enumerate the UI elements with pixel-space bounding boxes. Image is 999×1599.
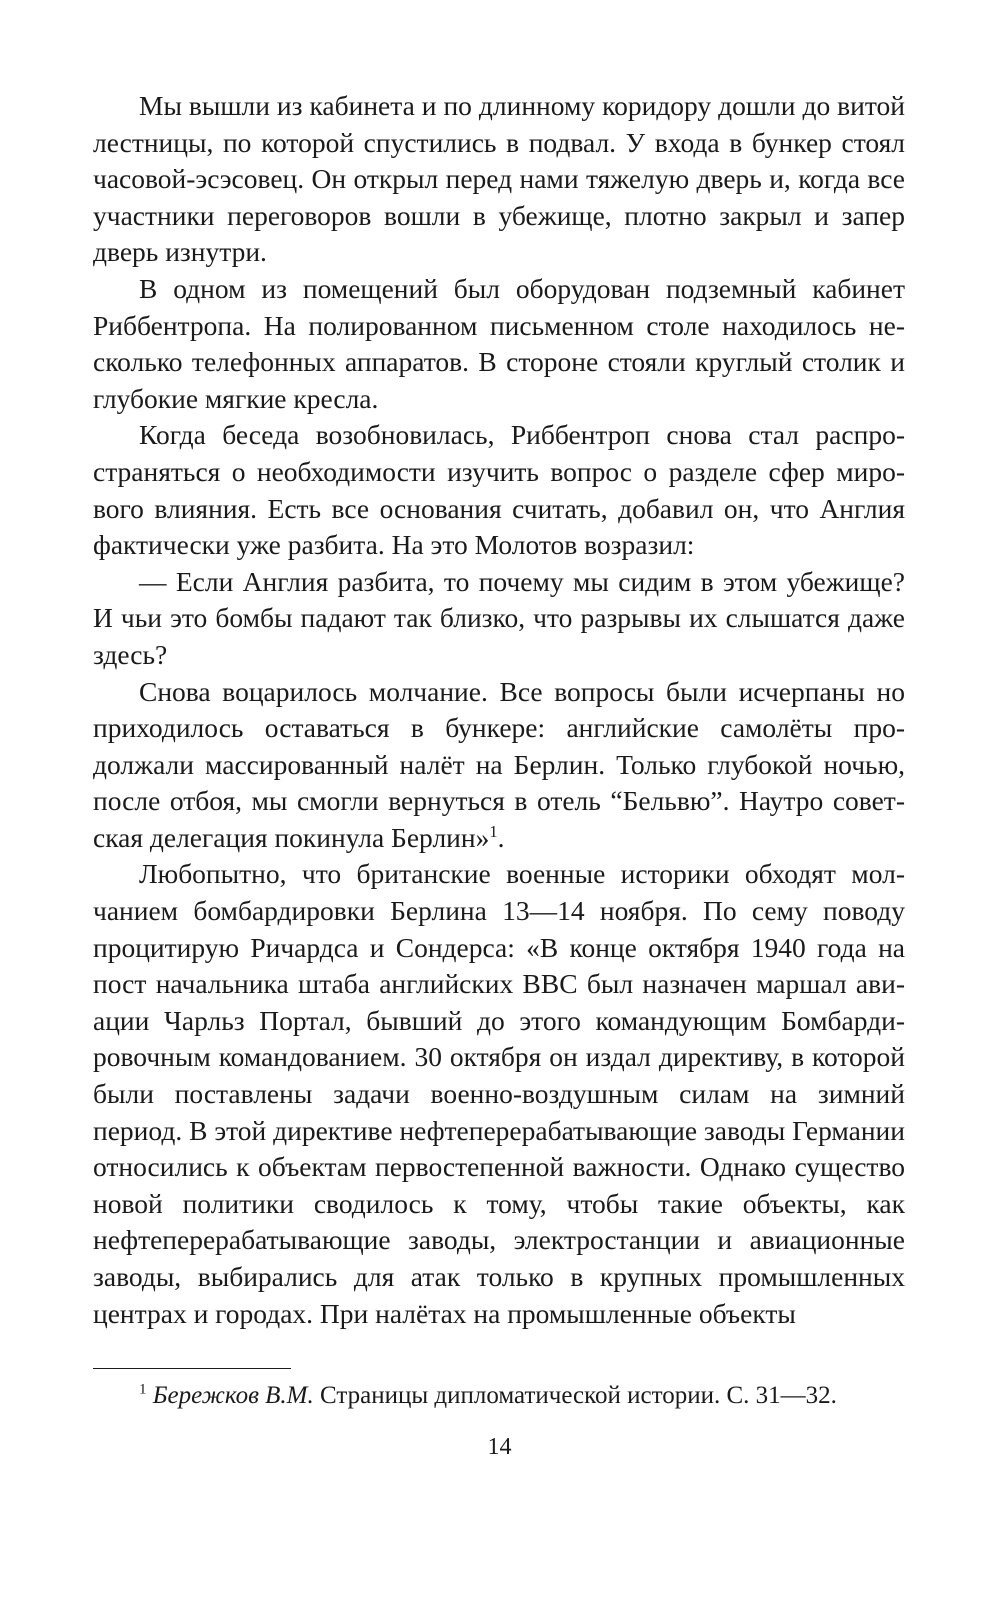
paragraph-1: Мы вышли из кабинета и по длинному коридору дошли до витой лестницы, по которой спустились в подвал. У входа в бункер стоял часовой-эсэсовец. Он открыл перед нами тяжелую дверь и, когда все участники переговоров вошли в убежище, плотно закрыл и запер дверь изнутри.	[93, 90, 905, 268]
footnote-author: Бережков В.М.	[152, 1382, 314, 1409]
footnote-reference: 1	[489, 821, 498, 841]
footnote-marker: 1	[139, 1381, 147, 1398]
paragraph-5: Снова воцарилось молчание. Все вопросы были исчерпаны но приходилось оставаться в бункере: английские самолёты продолжали массированный налёт на Берлин. Только глубокой ночью, после отбоя, мы смогли вернуться в отель “Бельвю”. Наутро советская делегация покинула Берлин»$^1$.	[93, 675, 905, 853]
paragraph-4-dialogue: — Если Англия разбита, то почему мы сидим в этом убежище? И чьи это бомбы падают так близко, что разрывы их слышатся даже здесь?	[93, 565, 905, 670]
paragraph-6: Любопытно, что британские военные историки обходят молчанием бомбардировки Берлина 13—14 ноября. По сему поводу процитирую Ричардса и Сондерса: «В конце октября 1940 года на пост начальника штаба английских ВВС был назначен маршал авиации Чарльз Портал, бывший до этого командующим Бомбардировочным командованием. 30 октября он издал директиву, в которой были поставлены задачи военно-воздушным силам на зимний период. В этой директиве нефтеперерабатывающие заводы Германии относились к объектам первостепенной важности. Однако существо новой политики сводилось к тому, чтобы такие объекты, как нефтеперерабатывающие заводы, электростанции и авиационные заводы, выбирались для атак только в крупных промышленных центрах и городах. При налётах на промышленные объекты	[93, 858, 905, 1329]
footnote-text: Страницы дипломатической истории. С. 31—32.	[313, 1382, 837, 1409]
paragraph-2: В одном из помещений был оборудован подземный кабинет Риббентропа. На полированном письменном столе находилось несколько телефонных аппаратов. В стороне стояли круглый столик и глубокие мягкие кресла.	[93, 272, 905, 414]
paragraph-5-text: Снова воцарилось молчание. Все вопросы были исчерпаны но приходилось оставаться в бункере: английские самолёты продолжали массированный налёт на Берлин. Только глубокой ночью, после отбоя, мы смогли вернуться в отель “Бельвю”. Наутро советская делегация покинула Берлин»	[93, 675, 905, 853]
page-number: 14	[487, 1434, 512, 1460]
paragraph-3: Когда беседа возобновилась, Риббентроп снова стал распространяться о необходимости изучить вопрос о разделе сфер мирового влияния. Есть все основания считать, добавил он, что Англия фактически уже разбита. На это Молотов возразил:	[93, 419, 905, 561]
footnote-divider	[93, 1368, 291, 1369]
page-body	[93, 88, 905, 1332]
footnote	[93, 1380, 905, 1412]
